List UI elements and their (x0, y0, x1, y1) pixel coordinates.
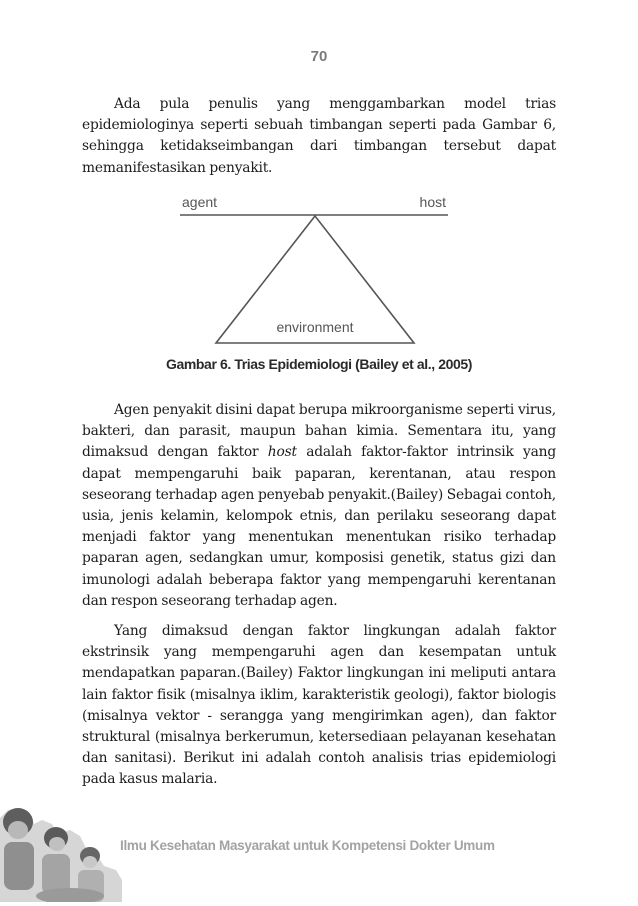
paragraph-text: Agen penyakit disini dapat berupa mikroorganisme seperti virus, bakteri, dan parasit, maupun bahan kimia. Sementara itu, yang dimaksud dengan faktor (82, 402, 556, 461)
page-number: 70 (310, 48, 328, 65)
label-agent: agent (182, 194, 218, 210)
trias-diagram (178, 188, 450, 350)
children-photo-icon (0, 758, 122, 902)
label-host: host (419, 194, 446, 210)
children-photo-illustration (0, 758, 122, 902)
label-environment: environment (276, 319, 354, 335)
paragraph-text: adalah faktor-faktor intrinsik yang dapat mempengaruhi baik paparan, kerentanan, atau respon seseorang terhadap agen penyebab penyakit.(Bailey) Sebagai contoh, usia, jenis kelamin, kelompok etnis, dan perilaku seseorang dapat menjadi faktor yang menentukan menentukan risiko terhadap paparan agen, sedangkan umur, komposisi genetik, status gizi dan imunologi adalah beberapa faktor yang mempengaruhi kerentanan dan respon seseorang terhadap agen. (82, 444, 556, 609)
footer-book-title: Ilmu Kesehatan Masyarakat untuk Kompetensi Dokter Umum (120, 838, 495, 853)
paragraph-environment: Yang dimaksud dengan faktor lingkungan adalah faktor ekstrinsik yang mempengaruhi agen dan kesempatan untuk mendapatkan paparan.(Bailey) Faktor lingkungan ini meliputi antara lain faktor fisik (misalnya iklim, karakteristik geologi), faktor biologis (misalnya vektor - serangga yang mengirimkan agen), dan faktor struktural (misalnya berkerumun, ketersediaan pelayanan kesehatan dan sanitasi). Berikut ini adalah contoh analisis trias epidemiologi pada kasus malaria. (82, 623, 556, 788)
paragraph-intro: Ada pula penulis yang menggambarkan model trias epidemiologinya seperti sebuah timbangan seperti pada Gambar 6, sehingga ketidakseimbangan dari timbangan tersebut dapat memanifestasikan penyakit. (82, 96, 556, 176)
paragraph-agent-host (82, 400, 556, 612)
balance-scale-diagram (178, 188, 450, 350)
italic-term-host: host (267, 444, 297, 461)
figure-caption: Gambar 6. Trias Epidemiologi (Bailey et al., 2005) (165, 356, 472, 372)
